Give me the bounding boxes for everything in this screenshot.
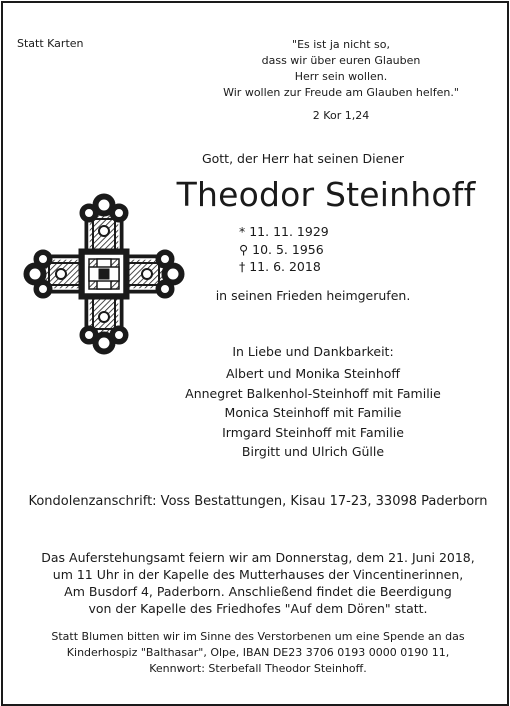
deceased-name: Theodor Steinhoff [176, 175, 476, 214]
thanks-heading-text: In Liebe und Dankbarkeit: [232, 344, 394, 359]
header-statt-karten: Statt Karten [17, 37, 84, 50]
birth-date: * 11. 11. 1929 [239, 224, 329, 239]
donation-line: Kennwort: Sterbefall Theodor Steinhoff. [149, 662, 367, 675]
quote-line: "Es ist ja nicht so, [292, 38, 390, 51]
mourner-line: Monica Steinhoff mit Familie [224, 405, 402, 420]
ornamental-cross-icon [21, 191, 187, 357]
donation-request [13, 629, 503, 677]
wedding-date: ⚲ 10. 5. 1956 [239, 241, 324, 257]
donation-line: Statt Blumen bitten wir im Sinne des Verstorbenen um eine Spende an das [51, 630, 465, 643]
obituary-notice [1, 1, 509, 706]
mourner-line: Albert und Monika Steinhoff [226, 366, 400, 381]
mourners-list [163, 364, 463, 462]
service-details [13, 549, 503, 617]
mourner-line: Annegret Balkenhol-Steinhoff mit Familie [185, 385, 441, 401]
service-line: um 11 Uhr in der Kapelle des Mutterhauses der Vincentinerinnen, [52, 567, 464, 582]
donation-line: Kinderhospiz "Balthasar", Olpe, IBAN DE23 3706 0193 0000 0190 11, [66, 646, 450, 659]
thanks-heading [163, 342, 463, 362]
life-dates [239, 223, 329, 276]
condolence-address: Kondolenzanschrift: Voss Bestattungen, Kisau 17-23, 33098 Paderborn [28, 494, 488, 509]
quote-line: Herr sein wollen. [294, 70, 388, 83]
quote-line: dass wir über euren Glauben [261, 54, 421, 67]
service-line: Das Auferstehungsamt feiern wir am Donnerstag, dem 21. Juni 2018, [41, 550, 475, 565]
service-line: von der Kapelle des Friedhofes "Auf dem Dören" statt. [88, 601, 428, 616]
mourner-line: Birgitt und Ulrich Gülle [241, 444, 385, 459]
mourner-line: Irmgard Steinhoff mit Familie [222, 424, 404, 440]
quote-reference: 2 Kor 1,24 [312, 109, 370, 122]
death-date: † 11. 6. 2018 [239, 259, 321, 274]
called-home-line: in seinen Frieden heimgerufen. [215, 288, 411, 303]
bible-quote [191, 37, 491, 101]
service-line: Am Busdorf 4, Paderborn. Anschließend findet die Beerdigung [64, 584, 452, 599]
intro-line: Gott, der Herr hat seinen Diener [201, 151, 405, 166]
quote-line: Wir wollen zur Freude am Glauben helfen." [223, 86, 459, 99]
